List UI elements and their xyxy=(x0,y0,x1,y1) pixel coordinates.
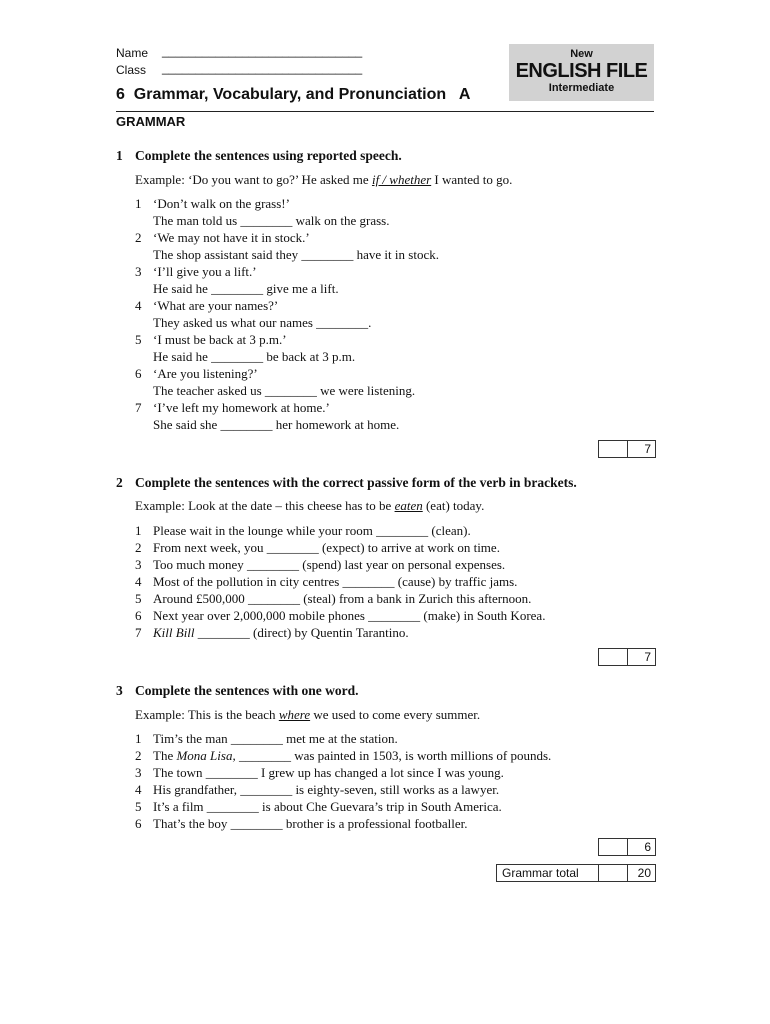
item-number: 3 xyxy=(135,765,142,780)
item-number: 6 xyxy=(135,608,142,623)
item-number: 6 xyxy=(135,366,142,381)
logo-level: Intermediate xyxy=(548,82,615,94)
list-item xyxy=(135,195,390,229)
item-number: 2 xyxy=(135,230,142,245)
item-line xyxy=(135,607,545,624)
list-item xyxy=(135,399,399,433)
item-line xyxy=(135,331,355,348)
item-number: 4 xyxy=(135,782,142,797)
score-value: 6 xyxy=(644,840,651,854)
item-line xyxy=(135,399,399,416)
class-label: Class xyxy=(116,63,147,77)
section-1-score-box xyxy=(598,440,656,458)
item-number: 5 xyxy=(135,799,142,814)
list-item xyxy=(135,365,415,399)
item-text: ________ was painted in 1503, is worth millions of pounds. xyxy=(235,748,552,763)
item-line xyxy=(135,764,504,781)
section-instruction: Complete the sentences with one word. xyxy=(135,683,359,698)
section-3-score-box xyxy=(598,838,656,856)
section-2-heading xyxy=(116,475,577,491)
example-text: we used to come every summer. xyxy=(310,707,481,722)
item-text: That’s the boy ________ brother is a professional footballer. xyxy=(153,816,468,831)
item-number: 3 xyxy=(135,264,142,279)
total-blank[interactable] xyxy=(598,865,628,881)
logo-title: ENGLISH FILE xyxy=(515,60,648,82)
score-value: 7 xyxy=(644,650,651,664)
item-text: Please wait in the lounge while your room ________ (clean). xyxy=(153,523,471,538)
item-line xyxy=(135,522,471,539)
list-item xyxy=(135,331,355,365)
item-line xyxy=(135,573,517,590)
list-item xyxy=(135,747,551,764)
item-number: 4 xyxy=(135,298,142,313)
section-instruction: Complete the sentences using reported speech. xyxy=(135,148,402,163)
list-item xyxy=(135,522,471,539)
item-number: 4 xyxy=(135,574,142,589)
list-item xyxy=(135,229,439,263)
item-text: It’s a film ________ is about Che Guevara’s trip in South America. xyxy=(153,799,502,814)
item-title: Mona Lisa, xyxy=(176,748,236,763)
item-answer-line: The man told us ________ walk on the grass. xyxy=(153,213,390,228)
item-text: Around £500,000 ________ (steal) from a bank in Zurich this afternoon. xyxy=(153,591,532,606)
item-text: Most of the pollution in city centres ________ (cause) by traffic jams. xyxy=(153,574,518,589)
item-answer-line: She said she ________ her homework at home. xyxy=(153,417,400,432)
item-answer-line: He said he ________ be back at 3 p.m. xyxy=(153,349,356,364)
item-text: His grandfather, ________ is eighty-seven, still works as a lawyer. xyxy=(153,782,500,797)
section-label: GRAMMAR xyxy=(116,114,186,129)
item-text: ‘Are you listening?’ xyxy=(153,366,258,381)
example-answer: eaten xyxy=(394,498,423,513)
item-line xyxy=(135,730,398,747)
item-number: 2 xyxy=(135,748,142,763)
list-item xyxy=(135,815,467,832)
item-number: 3 xyxy=(135,557,142,572)
score-blank[interactable] xyxy=(599,441,628,457)
section-number: 2 xyxy=(116,475,123,490)
item-answer-line: The shop assistant said they ________ have it in stock. xyxy=(153,247,439,262)
item-number: 6 xyxy=(135,816,142,831)
item-line xyxy=(135,556,505,573)
list-item xyxy=(135,573,517,590)
list-item xyxy=(135,539,500,556)
title-divider xyxy=(116,111,654,112)
item-number: 1 xyxy=(135,523,142,538)
item-line xyxy=(135,590,531,607)
total-value: 20 xyxy=(637,866,651,880)
item-text: ‘I must be back at 3 p.m.’ xyxy=(153,332,287,347)
item-line xyxy=(135,539,500,556)
name-line: ______________________________ xyxy=(162,44,363,58)
class-line: ______________________________ xyxy=(162,61,363,75)
page-title: 6 Grammar, Vocabulary, and Pronunciation A xyxy=(116,86,471,103)
item-number: 5 xyxy=(135,591,142,606)
example-answer: if / whether xyxy=(371,172,432,187)
item-line xyxy=(135,263,339,280)
item-text: Too much money ________ (spend) last year on personal expenses. xyxy=(153,557,506,572)
item-number: 7 xyxy=(135,400,142,415)
item-text: The xyxy=(153,748,177,763)
section-2-score-box xyxy=(598,648,656,666)
list-item xyxy=(135,297,371,331)
item-line xyxy=(135,365,415,382)
logo-new: New xyxy=(570,48,593,60)
list-item xyxy=(135,798,502,815)
item-answer-line: They asked us what our names ________. xyxy=(153,315,372,330)
name-label: Name xyxy=(116,46,149,60)
section-instruction: Complete the sentences with the correct passive form of the verb in brackets. xyxy=(135,475,577,490)
section-1-example xyxy=(135,172,512,188)
list-item xyxy=(135,764,504,781)
item-text: ________ (direct) by Quentin Tarantino. xyxy=(194,625,409,640)
section-1-heading xyxy=(116,148,402,164)
item-answer-line: He said he ________ give me a lift. xyxy=(153,281,339,296)
item-text: ‘What are your names?’ xyxy=(153,298,279,313)
section-number: 3 xyxy=(116,683,123,698)
score-blank[interactable] xyxy=(599,649,628,665)
item-text: ‘We may not have it in stock.’ xyxy=(153,230,310,245)
item-number: 7 xyxy=(135,625,142,640)
item-number: 1 xyxy=(135,196,142,211)
item-answer-line: The teacher asked us ________ we were listening. xyxy=(153,383,416,398)
section-3-example xyxy=(135,707,480,723)
item-text: Tim’s the man ________ met me at the station. xyxy=(153,731,398,746)
section-3-heading xyxy=(116,683,358,699)
item-text: ‘I’ll give you a lift.’ xyxy=(153,264,257,279)
item-line xyxy=(135,297,371,314)
grammar-total-box xyxy=(496,864,656,882)
item-line xyxy=(135,624,409,641)
item-line xyxy=(135,815,467,832)
example-text: Example: This is the beach xyxy=(135,707,279,722)
list-item xyxy=(135,607,545,624)
example-text: (eat) today. xyxy=(422,498,485,513)
item-number: 2 xyxy=(135,540,142,555)
score-blank[interactable] xyxy=(599,839,628,855)
example-text: Example: ‘Do you want to go?’ He asked me xyxy=(135,172,372,187)
item-line xyxy=(135,195,390,212)
list-item xyxy=(135,263,339,297)
item-line xyxy=(135,229,439,246)
example-text: Example: Look at the date – this cheese has to be xyxy=(135,498,395,513)
item-text: ‘Don’t walk on the grass!’ xyxy=(153,196,290,211)
list-item xyxy=(135,556,505,573)
total-label: Grammar total xyxy=(502,866,579,880)
item-text: ‘I’ve left my homework at home.’ xyxy=(153,400,330,415)
item-number: 1 xyxy=(135,731,142,746)
score-value: 7 xyxy=(644,442,651,456)
item-title: Kill Bill xyxy=(153,625,195,640)
section-2-example xyxy=(135,498,484,514)
list-item xyxy=(135,624,409,641)
item-text: Next year over 2,000,000 mobile phones ________ (make) in South Korea. xyxy=(153,608,546,623)
list-item xyxy=(135,590,531,607)
class-row xyxy=(116,61,363,77)
name-row xyxy=(116,44,363,60)
example-answer: where xyxy=(278,707,311,722)
item-line xyxy=(135,798,502,815)
example-text: I wanted to go. xyxy=(431,172,513,187)
english-file-logo xyxy=(509,44,654,101)
item-line xyxy=(135,747,551,764)
item-number: 5 xyxy=(135,332,142,347)
list-item xyxy=(135,781,499,798)
item-text: The town ________ I grew up has changed a lot since I was young. xyxy=(153,765,504,780)
list-item xyxy=(135,730,398,747)
item-text: From next week, you ________ (expect) to arrive at work on time. xyxy=(153,540,500,555)
section-number: 1 xyxy=(116,148,123,163)
item-line xyxy=(135,781,499,798)
